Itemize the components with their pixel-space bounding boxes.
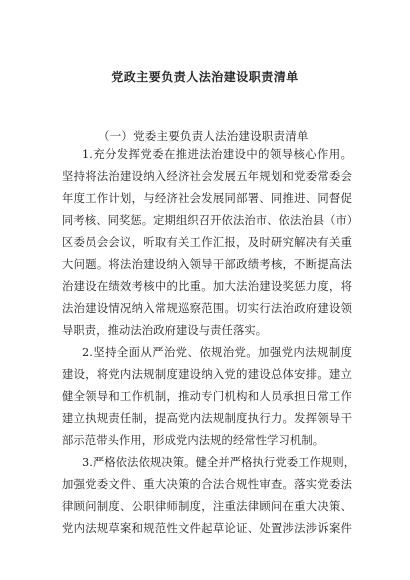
paragraph-line: 建立执规责任制，提高党内法规制度执行力。发挥领导干 xyxy=(62,412,352,425)
paragraph-line: 律顾问制度、公职律师制度，注重法律顾问在重大决策、 xyxy=(62,500,352,513)
paragraph-line: 2.坚持全面从严治党、依规治党。加强党内法规制度 xyxy=(82,346,352,359)
paragraph-line: 建设，将党内法规制度建设纳入党的建设总体安排。建立 xyxy=(62,368,352,381)
section-heading: （一）党委主要负责人法治建设职责清单 xyxy=(98,129,309,143)
paragraph-line: 1.充分发挥党委在推进法治建设中的领导核心作用。 xyxy=(82,148,352,161)
paragraph-line: 导职责，推动法治政府建设与责任落实。 xyxy=(62,324,268,337)
paragraph-line: 健全领导和工作机制，推动专门机构和人员承担日常工作 xyxy=(62,390,352,403)
paragraph-line: 加强党委文件、重大决策的合法合规性审查。落实党委法 xyxy=(62,478,352,491)
paragraph-line: 大问题。将法治建设纳入领导干部政绩考核，不断提高法 xyxy=(62,258,352,271)
paragraph-line: 同考核、同奖惩。定期组织召开依法治市、依法治县（市） xyxy=(62,214,359,227)
paragraph-line: 党内法规草案和规范性文件起草论证、处置涉法涉诉案件 xyxy=(62,522,352,535)
paragraph-line: 3.严格依法依规决策。健全并严格执行党委工作规则， xyxy=(82,456,356,469)
paragraph-line: 区委员会会议，听取有关工作汇报，及时研究解决有关重 xyxy=(62,236,352,249)
paragraph-line: 法治建设情况纳入常规巡察范围。切实行法治政府建设领 xyxy=(62,302,352,315)
paragraph-line: 部示范带头作用，形成党内法规的经常性学习机制。 xyxy=(62,434,325,447)
paragraph-line: 治建设在绩效考核中的比重。加大法治建设奖惩力度，将 xyxy=(62,280,352,293)
paragraph-line: 年度工作计划，与经济社会发展同部署、同推进、同督促 xyxy=(62,192,352,205)
document-title: 党政主要负责人法治建设职责清单 xyxy=(111,70,299,84)
paragraph-line: 坚持将法治建设纳入经济社会发展五年规划和党委常委会 xyxy=(62,170,352,183)
